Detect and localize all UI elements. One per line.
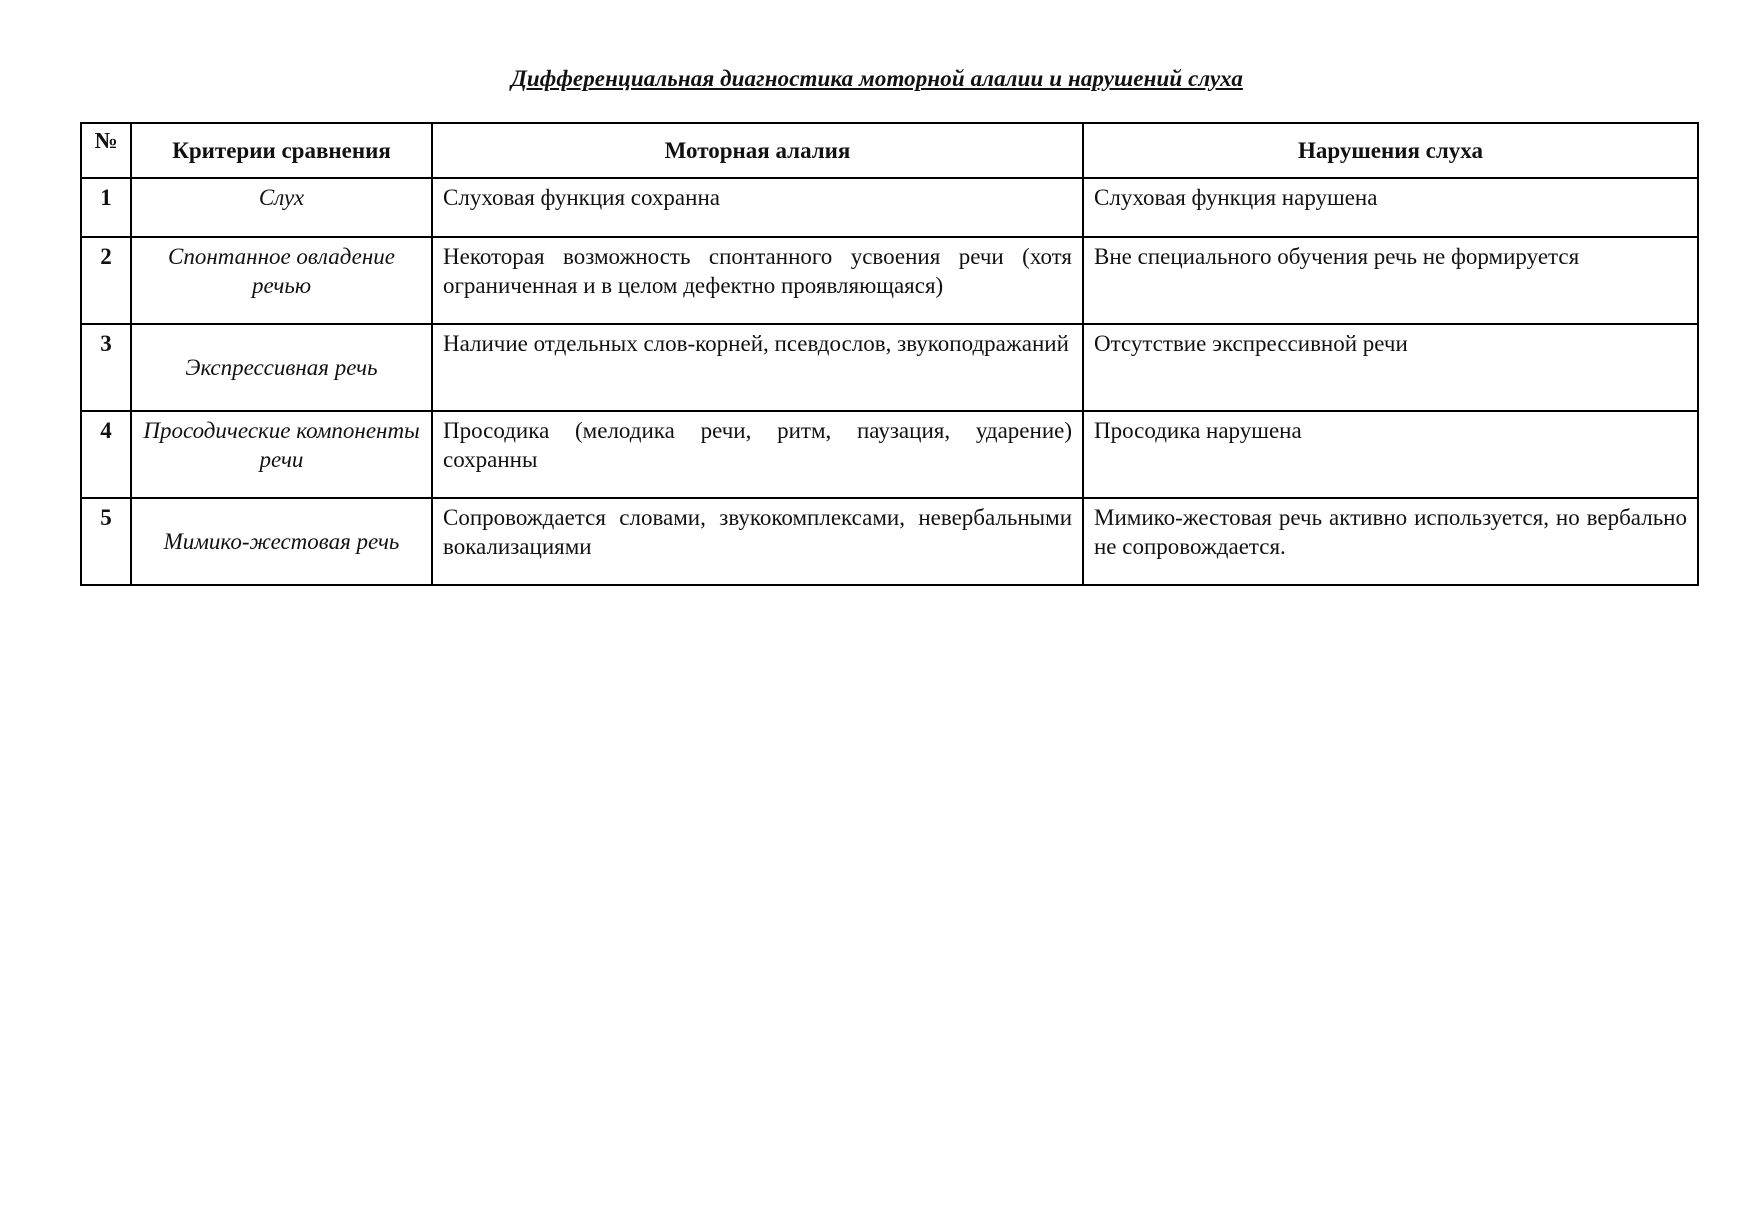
header-motor-alalia: Моторная алалия — [432, 123, 1083, 178]
row-number: 2 — [81, 237, 131, 324]
criteria-cell: Просодические компоненты речи — [131, 411, 432, 498]
table-header-row — [81, 123, 1698, 178]
criteria-cell: Мимико-жестовая речь — [131, 498, 432, 585]
header-number: № — [81, 123, 131, 178]
hearing-impairment-cell: Мимико-жестовая речь активно используется, но вербально не сопровождается. — [1083, 498, 1698, 585]
hearing-impairment-cell: Просодика нарушена — [1083, 411, 1698, 498]
row-number: 1 — [81, 178, 131, 237]
motor-alalia-cell: Просодика (мелодика речи, ритм, паузация, ударение) сохранны — [432, 411, 1083, 498]
row-number: 5 — [81, 498, 131, 585]
header-hearing-impairment: Нарушения слуха — [1083, 123, 1698, 178]
motor-alalia-cell: Слуховая функция сохранна — [432, 178, 1083, 237]
hearing-impairment-cell: Слуховая функция нарушена — [1083, 178, 1698, 237]
table-row — [81, 178, 1698, 237]
criteria-cell: Экспрессивная речь — [131, 324, 432, 411]
table-row — [81, 324, 1698, 411]
hearing-impairment-cell: Отсутствие экспрессивной речи — [1083, 324, 1698, 411]
table-row — [81, 237, 1698, 324]
row-number: 3 — [81, 324, 131, 411]
motor-alalia-cell: Сопровождается словами, звукокомплексами, невербальными вокализациями — [432, 498, 1083, 585]
table-row — [81, 411, 1698, 498]
motor-alalia-cell: Некоторая возможность спонтанного усвоения речи (хотя ограниченная и в целом дефектно проявляющаяся) — [432, 237, 1083, 324]
document-title: Дифференциальная диагностика моторной алалии и нарушений слуха — [511, 66, 1243, 91]
table-row — [81, 498, 1698, 585]
criteria-cell: Слух — [131, 178, 432, 237]
comparison-table — [80, 122, 1699, 586]
motor-alalia-cell: Наличие отдельных слов-корней, псевдослов, звукоподражаний — [432, 324, 1083, 411]
criteria-cell: Спонтанное овладение речью — [131, 237, 432, 324]
hearing-impairment-cell: Вне специального обучения речь не формируется — [1083, 237, 1698, 324]
row-number: 4 — [81, 411, 131, 498]
header-criteria: Критерии сравнения — [131, 123, 432, 178]
